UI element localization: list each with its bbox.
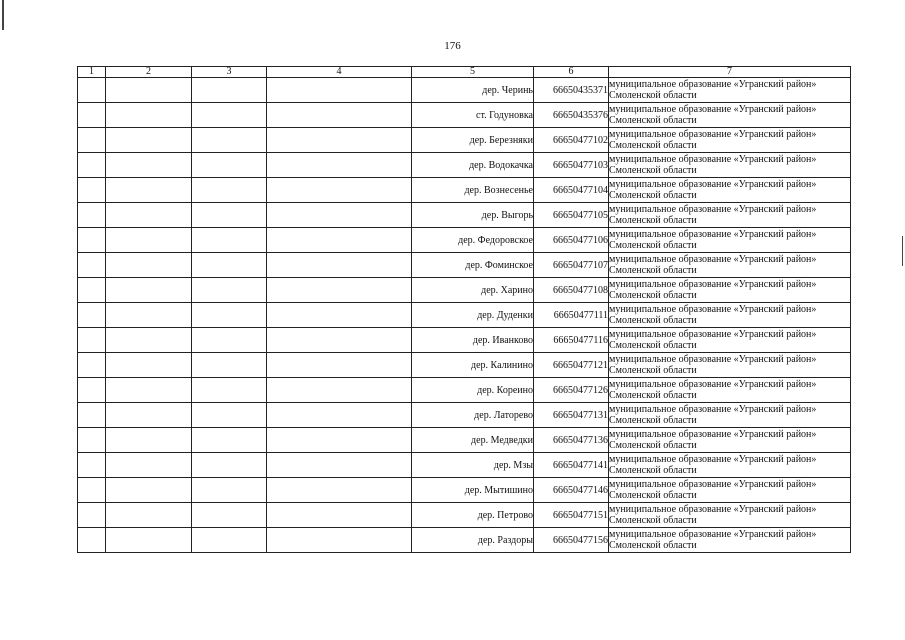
empty-cell-col-1: [78, 528, 106, 553]
municipality-cell: муниципальное образование «Угранский район» Смоленской области: [609, 453, 851, 478]
empty-cell-col-3: [192, 528, 267, 553]
empty-cell-col-3: [192, 403, 267, 428]
empty-cell-col-2: [106, 528, 192, 553]
municipality-cell: муниципальное образование «Угранский район» Смоленской области: [609, 303, 851, 328]
scan-edge-mark: [2, 0, 4, 30]
table-body: [78, 78, 851, 553]
empty-cell-col-4: [267, 253, 412, 278]
empty-cell-col-3: [192, 203, 267, 228]
oktmo-code-cell: 66650477151: [534, 503, 609, 528]
table-row: [78, 428, 851, 453]
municipality-cell: муниципальное образование «Угранский район» Смоленской области: [609, 503, 851, 528]
settlement-name-cell: дер. Мытишино: [412, 478, 534, 503]
oktmo-code-cell: 66650477108: [534, 278, 609, 303]
oktmo-code-cell: 66650477111: [534, 303, 609, 328]
empty-cell-col-2: [106, 428, 192, 453]
empty-cell-col-2: [106, 203, 192, 228]
empty-cell-col-4: [267, 178, 412, 203]
municipality-cell: муниципальное образование «Угранский район» Смоленской области: [609, 353, 851, 378]
empty-cell-col-3: [192, 178, 267, 203]
table-row: [78, 228, 851, 253]
empty-cell-col-3: [192, 428, 267, 453]
empty-cell-col-4: [267, 228, 412, 253]
municipality-cell: муниципальное образование «Угранский район» Смоленской области: [609, 78, 851, 103]
page-number: 176: [444, 40, 461, 52]
column-header-7: 7: [609, 67, 851, 78]
empty-cell-col-4: [267, 478, 412, 503]
empty-cell-col-1: [78, 503, 106, 528]
empty-cell-col-3: [192, 378, 267, 403]
municipality-cell: муниципальное образование «Угранский район» Смоленской области: [609, 278, 851, 303]
oktmo-code-cell: 66650477146: [534, 478, 609, 503]
empty-cell-col-2: [106, 253, 192, 278]
empty-cell-col-3: [192, 78, 267, 103]
table-row: [78, 303, 851, 328]
column-header-4: 4: [267, 67, 412, 78]
empty-cell-col-4: [267, 278, 412, 303]
empty-cell-col-1: [78, 253, 106, 278]
empty-cell-col-2: [106, 228, 192, 253]
empty-cell-col-2: [106, 353, 192, 378]
empty-cell-col-3: [192, 128, 267, 153]
settlement-name-cell: дер. Раздоры: [412, 528, 534, 553]
settlement-name-cell: дер. Выгорь: [412, 203, 534, 228]
empty-cell-col-2: [106, 78, 192, 103]
empty-cell-col-2: [106, 103, 192, 128]
oktmo-code-cell: 66650477156: [534, 528, 609, 553]
table-row: [78, 278, 851, 303]
oktmo-code-cell: 66650477126: [534, 378, 609, 403]
empty-cell-col-4: [267, 503, 412, 528]
settlement-name-cell: дер. Калинино: [412, 353, 534, 378]
settlement-name-cell: дер. Петрово: [412, 503, 534, 528]
table-row: [78, 378, 851, 403]
empty-cell-col-4: [267, 378, 412, 403]
empty-cell-col-3: [192, 153, 267, 178]
empty-cell-col-1: [78, 78, 106, 103]
scan-edge-mark: [902, 236, 903, 266]
empty-cell-col-1: [78, 203, 106, 228]
table-row: [78, 528, 851, 553]
empty-cell-col-3: [192, 478, 267, 503]
oktmo-code-cell: 66650477121: [534, 353, 609, 378]
column-header-1: 1: [78, 67, 106, 78]
table-row: [78, 103, 851, 128]
empty-cell-col-2: [106, 278, 192, 303]
empty-cell-col-1: [78, 303, 106, 328]
municipality-cell: муниципальное образование «Угранский район» Смоленской области: [609, 178, 851, 203]
column-header-5: 5: [412, 67, 534, 78]
settlement-name-cell: дер. Черинь: [412, 78, 534, 103]
empty-cell-col-4: [267, 103, 412, 128]
settlement-name-cell: дер. Иванково: [412, 328, 534, 353]
table-row: [78, 203, 851, 228]
settlement-name-cell: дер. Федоровское: [412, 228, 534, 253]
empty-cell-col-2: [106, 328, 192, 353]
table-row: [78, 153, 851, 178]
settlements-table: [77, 66, 851, 553]
empty-cell-col-3: [192, 278, 267, 303]
empty-cell-col-4: [267, 353, 412, 378]
empty-cell-col-1: [78, 353, 106, 378]
empty-cell-col-2: [106, 303, 192, 328]
empty-cell-col-4: [267, 328, 412, 353]
empty-cell-col-4: [267, 303, 412, 328]
table-row: [78, 178, 851, 203]
oktmo-code-cell: 66650477107: [534, 253, 609, 278]
settlement-name-cell: дер. Харино: [412, 278, 534, 303]
empty-cell-col-2: [106, 503, 192, 528]
table-row: [78, 503, 851, 528]
table-row: [78, 253, 851, 278]
empty-cell-col-2: [106, 453, 192, 478]
oktmo-code-cell: 66650477141: [534, 453, 609, 478]
municipality-cell: муниципальное образование «Угранский район» Смоленской области: [609, 528, 851, 553]
empty-cell-col-1: [78, 128, 106, 153]
settlement-name-cell: дер. Водокачка: [412, 153, 534, 178]
empty-cell-col-1: [78, 178, 106, 203]
empty-cell-col-3: [192, 103, 267, 128]
settlement-name-cell: дер. Кореино: [412, 378, 534, 403]
empty-cell-col-4: [267, 153, 412, 178]
oktmo-code-cell: 66650477103: [534, 153, 609, 178]
empty-cell-col-2: [106, 478, 192, 503]
empty-cell-col-3: [192, 303, 267, 328]
table-row: [78, 478, 851, 503]
empty-cell-col-3: [192, 353, 267, 378]
municipality-cell: муниципальное образование «Угранский район» Смоленской области: [609, 128, 851, 153]
settlement-name-cell: дер. Фоминское: [412, 253, 534, 278]
oktmo-code-cell: 66650477131: [534, 403, 609, 428]
empty-cell-col-2: [106, 378, 192, 403]
municipality-cell: муниципальное образование «Угранский район» Смоленской области: [609, 153, 851, 178]
empty-cell-col-4: [267, 203, 412, 228]
municipality-cell: муниципальное образование «Угранский район» Смоленской области: [609, 403, 851, 428]
oktmo-code-cell: 66650477116: [534, 328, 609, 353]
oktmo-code-cell: 66650477102: [534, 128, 609, 153]
municipality-cell: муниципальное образование «Угранский район» Смоленской области: [609, 253, 851, 278]
municipality-cell: муниципальное образование «Угранский район» Смоленской области: [609, 103, 851, 128]
settlement-name-cell: дер. Вознесенье: [412, 178, 534, 203]
empty-cell-col-1: [78, 478, 106, 503]
empty-cell-col-2: [106, 153, 192, 178]
empty-cell-col-1: [78, 103, 106, 128]
empty-cell-col-1: [78, 428, 106, 453]
empty-cell-col-3: [192, 253, 267, 278]
empty-cell-col-3: [192, 453, 267, 478]
settlement-name-cell: ст. Годуновка: [412, 103, 534, 128]
municipality-cell: муниципальное образование «Угранский район» Смоленской области: [609, 428, 851, 453]
column-header-6: 6: [534, 67, 609, 78]
oktmo-code-cell: 66650477106: [534, 228, 609, 253]
settlement-name-cell: дер. Латорево: [412, 403, 534, 428]
column-header-2: 2: [106, 67, 192, 78]
oktmo-code-cell: 66650477136: [534, 428, 609, 453]
oktmo-code-cell: 66650477104: [534, 178, 609, 203]
settlement-name-cell: дер. Дуденки: [412, 303, 534, 328]
municipality-cell: муниципальное образование «Угранский район» Смоленской области: [609, 228, 851, 253]
empty-cell-col-3: [192, 503, 267, 528]
empty-cell-col-4: [267, 78, 412, 103]
empty-cell-col-1: [78, 153, 106, 178]
empty-cell-col-2: [106, 403, 192, 428]
oktmo-code-cell: 66650477105: [534, 203, 609, 228]
oktmo-code-cell: 66650435376: [534, 103, 609, 128]
empty-cell-col-1: [78, 453, 106, 478]
table-row: [78, 403, 851, 428]
municipality-cell: муниципальное образование «Угранский район» Смоленской области: [609, 328, 851, 353]
table-row: [78, 78, 851, 103]
table-row: [78, 128, 851, 153]
municipality-cell: муниципальное образование «Угранский район» Смоленской области: [609, 478, 851, 503]
oktmo-code-cell: 66650435371: [534, 78, 609, 103]
empty-cell-col-2: [106, 178, 192, 203]
table-row: [78, 328, 851, 353]
table-row: [78, 353, 851, 378]
empty-cell-col-1: [78, 228, 106, 253]
municipality-cell: муниципальное образование «Угранский район» Смоленской области: [609, 378, 851, 403]
empty-cell-col-4: [267, 403, 412, 428]
empty-cell-col-3: [192, 228, 267, 253]
empty-cell-col-4: [267, 453, 412, 478]
municipality-cell: муниципальное образование «Угранский район» Смоленской области: [609, 203, 851, 228]
settlement-name-cell: дер. Медведки: [412, 428, 534, 453]
empty-cell-col-1: [78, 278, 106, 303]
table-row: [78, 453, 851, 478]
empty-cell-col-2: [106, 128, 192, 153]
empty-cell-col-1: [78, 328, 106, 353]
empty-cell-col-1: [78, 378, 106, 403]
column-header-3: 3: [192, 67, 267, 78]
settlement-name-cell: дер. Березняки: [412, 128, 534, 153]
empty-cell-col-4: [267, 428, 412, 453]
empty-cell-col-1: [78, 403, 106, 428]
empty-cell-col-4: [267, 128, 412, 153]
empty-cell-col-3: [192, 328, 267, 353]
settlement-name-cell: дер. Мзы: [412, 453, 534, 478]
empty-cell-col-4: [267, 528, 412, 553]
header-row: [78, 67, 851, 78]
